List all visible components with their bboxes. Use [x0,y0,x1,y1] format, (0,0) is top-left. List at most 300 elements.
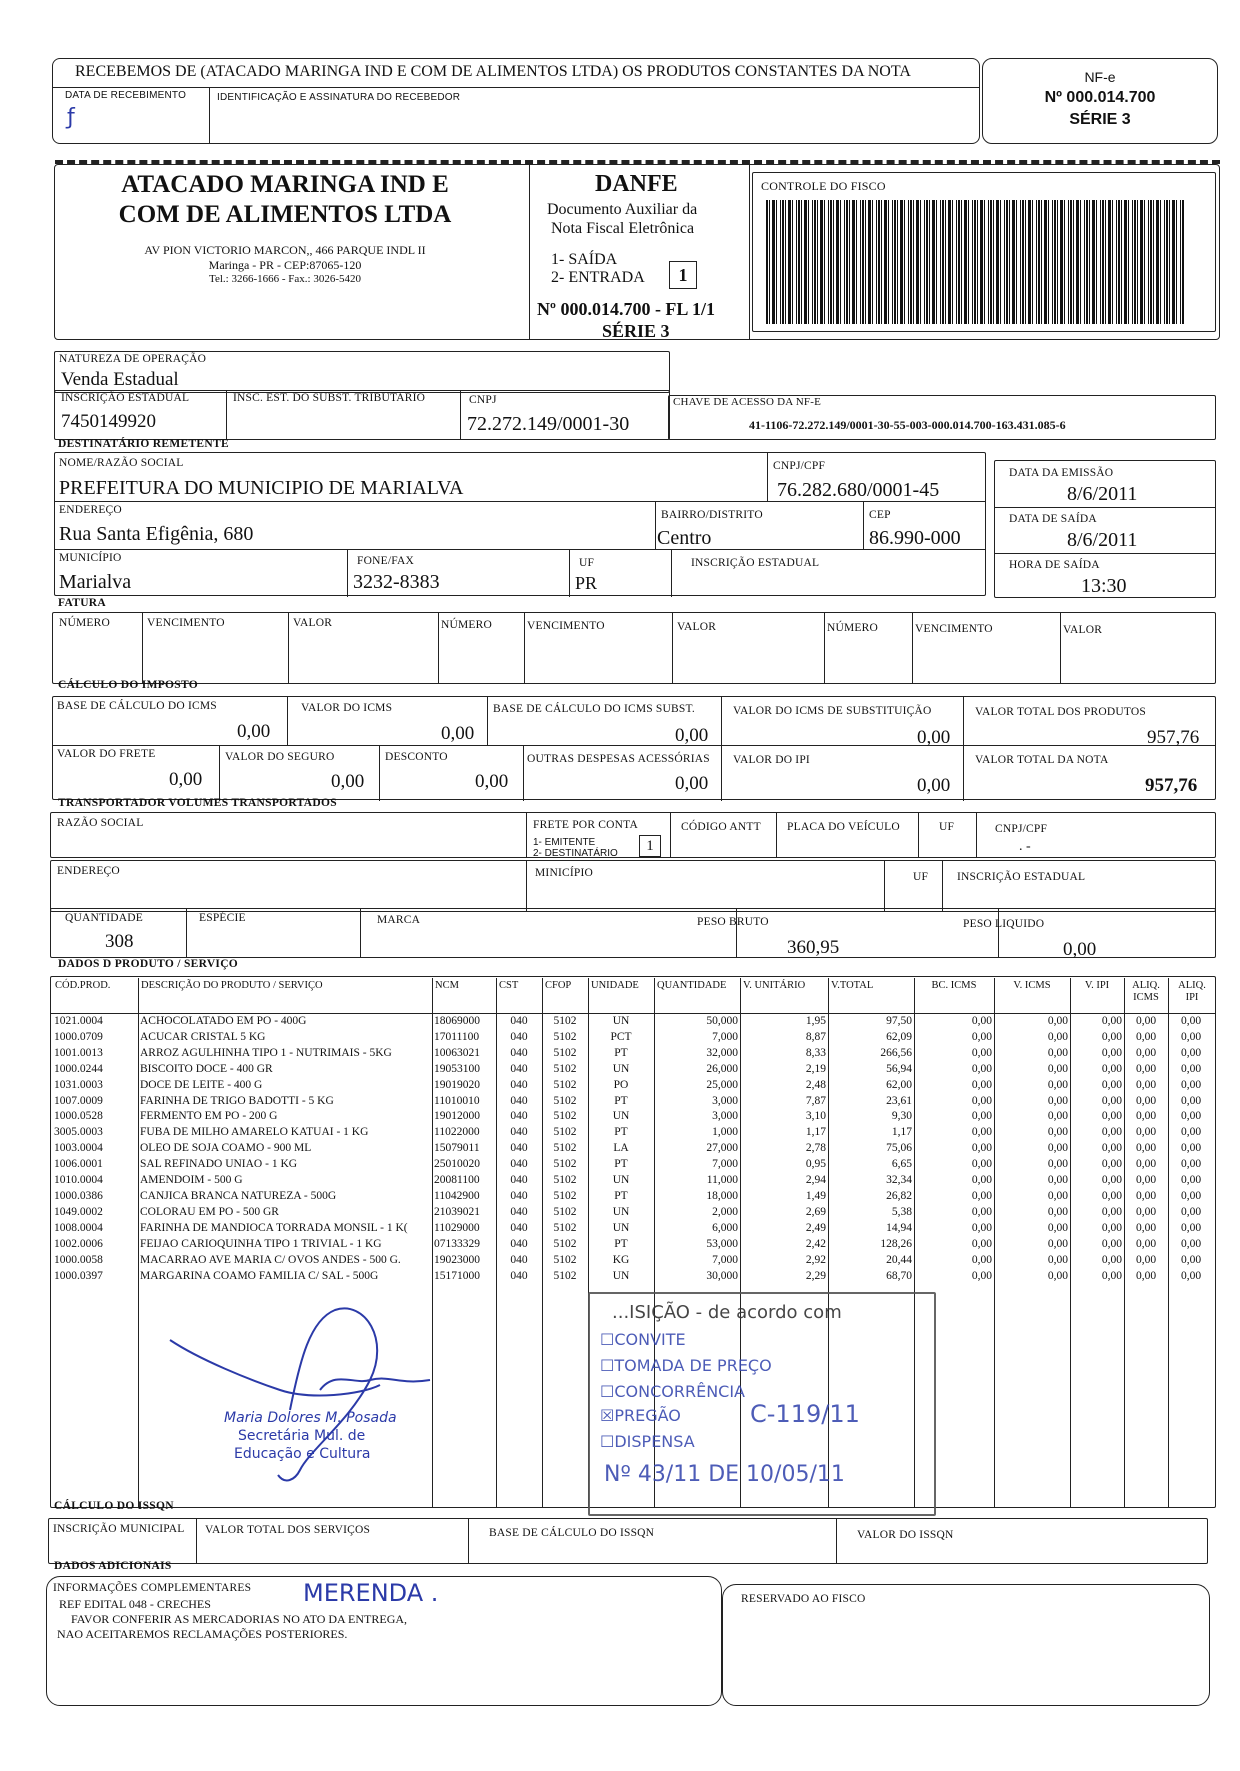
hora-value: 13:30 [1081,575,1127,597]
table-cell: 0,00 [1135,1253,1157,1266]
table-cell: 2,42 [805,1237,826,1250]
table-cell: MACARRAO AVE MARIA C/ OVOS ANDES - 500 G. [140,1253,401,1266]
table-cell: 11010010 [434,1094,480,1107]
table-cell: 15171000 [434,1269,480,1282]
fatura-vencimento-label-2: VENCIMENTO [527,620,605,632]
produtos-header-7: V. UNITÁRIO [743,980,806,991]
dest-municipio-label: MUNICÍPIO [59,552,122,564]
dest-fone-label: FONE/FAX [357,555,414,567]
table-cell: 0,00 [1101,1078,1122,1091]
table-cell: 0,00 [1101,1030,1122,1043]
dest-cep-label: CEP [869,509,891,521]
table-cell: 040 [510,1253,528,1266]
table-cell: 5102 [553,1253,577,1266]
table-cell: PT [614,1158,628,1171]
table-cell: 1,95 [805,1015,826,1027]
signature-cargo-1: Secretária Mul. de [238,1428,366,1444]
danfe-title: DANFE [595,171,678,197]
table-cell: 1000.0386 [54,1189,103,1202]
imposto-box [52,696,1216,800]
produtos-header-1: DESCRIÇÃO DO PRODUTO / SERVIÇO [141,980,323,991]
table-cell: 040 [510,1237,528,1250]
table-cell: 0,00 [1101,1205,1122,1218]
table-cell: 19053100 [434,1062,480,1075]
table-cell: 1,17 [891,1126,912,1139]
table-cell: 0,00 [1047,1094,1068,1107]
table-row [52,1094,1214,1110]
peso-liquido-value: 0,00 [1063,939,1097,960]
table-cell: ARROZ AGULHINHA TIPO 1 - NUTRIMAIS - 5KG [140,1046,392,1059]
produtos-header-4: CFOP [545,980,572,991]
dest-cnpj-value: 76.282.680/0001-45 [777,479,940,501]
table-cell: 2,94 [805,1174,826,1187]
table-cell: 1031.0003 [54,1078,103,1091]
table-cell: 50,000 [706,1015,738,1027]
total-produtos-label: VALOR TOTAL DOS PRODUTOS [975,706,1146,718]
table-cell: FEIJAO CARIOQUINHA TIPO 1 TRIVIAL - 1 KG [140,1237,382,1250]
stamp-line-5: ☒PREGÃO [600,1406,681,1425]
info-linha-2: FAVOR CONFERIR AS MERCADORIAS NO ATO DA ENTREGA, [71,1612,408,1626]
info-complementares-box [46,1576,722,1706]
chave-value: 41-1106-72.272.149/0001-30-55-003-000.014.700-163.431.085-6 [749,418,1066,432]
table-cell: 0,00 [1047,1126,1068,1139]
table-cell: 0,00 [971,1221,992,1234]
table-cell: 97,50 [886,1015,912,1027]
table-row [52,1157,1214,1173]
dest-nome-value: PREFEITURA DO MUNICIPIO DE MARIALVA [59,477,464,499]
table-cell: 1000.0244 [54,1062,103,1075]
frete-label: VALOR DO FRETE [57,748,156,760]
ipi-label: VALOR DO IPI [733,754,810,766]
produtos-header-5: UNIDADE [591,980,639,991]
table-cell: 0,00 [971,1189,992,1202]
table-row [52,1062,1214,1078]
table-cell: 0,00 [971,1062,992,1075]
ie-st-label: INSC. EST. DO SUBST. TRIBUTARIO [233,392,426,404]
table-cell: 0,00 [1047,1110,1068,1123]
produtos-header-0: CÓD.PROD. [55,980,111,991]
transp-uf2-label: UF [913,871,929,883]
base-icms-value: 0,00 [237,721,271,742]
table-cell: 0,00 [1047,1237,1068,1250]
table-cell: 0,00 [971,1158,992,1171]
chave-box [668,395,1216,440]
table-cell: 0,00 [1101,1189,1122,1202]
nfe-numero: Nº 000.014.700 [1044,89,1156,106]
fatura-valor-label-3: VALOR [1063,624,1103,636]
table-cell: 17011100 [434,1030,480,1043]
table-cell: FERMENTO EM PO - 200 G [140,1110,278,1123]
fatura-vencimento-label-1: VENCIMENTO [147,617,225,629]
table-cell: 26,000 [706,1062,738,1075]
emitente-nome-1: ATACADO MARINGA IND E [121,171,449,198]
table-row [52,1141,1214,1157]
table-row [52,1237,1214,1253]
produtos-header-2: NCM [435,980,459,991]
table-cell: PT [614,1189,628,1202]
table-cell: 0,00 [1135,1062,1157,1075]
table-cell: 040 [510,1269,528,1282]
fatura-numero-label-1: NÚMERO [59,617,111,629]
table-cell: 5102 [553,1269,577,1282]
table-cell: 25010020 [434,1158,480,1171]
dest-endereco-label: ENDEREÇO [59,504,122,516]
table-cell: 0,00 [1180,1046,1202,1059]
table-cell: 0,00 [1047,1030,1068,1043]
table-cell: 2,19 [805,1062,826,1075]
marca-label: MARCA [377,914,421,926]
signature-name: Maria Dolores M. Posada [224,1410,397,1426]
table-cell: 2,92 [805,1253,826,1266]
seguro-value: 0,00 [331,771,365,792]
table-cell: 5102 [553,1110,577,1123]
table-row [52,1046,1214,1062]
table-cell: 11,000 [706,1174,738,1187]
produtos-header-6: QUANTIDADE [657,980,727,991]
table-cell: 15079011 [434,1142,480,1155]
table-cell: 5102 [553,1158,577,1171]
dest-cnpj-label: CNPJ/CPF [773,460,826,472]
table-row [52,1269,1214,1285]
table-cell: 5102 [553,1221,577,1234]
stamp-line-7: Nº 43/11 DE 10/05/11 [604,1462,845,1487]
table-cell: UN [612,1269,630,1282]
table-cell: 2,29 [805,1269,826,1282]
table-cell: 11029000 [434,1221,480,1234]
table-cell: 26,82 [886,1189,912,1202]
table-cell: 25,000 [706,1078,738,1091]
table-cell: 1000.0397 [54,1269,103,1282]
peso-liquido-label: PESO LIQUIDO [963,918,1045,930]
table-cell: 0,00 [1180,1269,1202,1282]
table-cell: 5,38 [891,1205,912,1218]
table-cell: 0,00 [971,1078,992,1091]
table-cell: 2,49 [805,1221,826,1234]
table-cell: DOCE DE LEITE - 400 G [140,1078,263,1091]
table-cell: 2,48 [805,1078,826,1091]
table-cell: 0,00 [971,1253,992,1266]
dest-nome-label: NOME/RAZÃO SOCIAL [59,457,184,469]
table-cell: FUBA DE MILHO AMARELO KATUAI - 1 KG [140,1126,369,1139]
table-cell: 0,00 [1047,1015,1068,1027]
produtos-header-9: BC. ICMS [931,980,977,991]
table-cell: 0,00 [1135,1110,1157,1123]
table-cell: 56,94 [886,1062,912,1075]
produtos-header-11: V. IPI [1084,980,1110,991]
base-st-value: 0,00 [675,725,709,746]
table-cell: 5102 [553,1062,577,1075]
stamp-line-1: ...ISIÇÃO - de acordo com [612,1302,842,1323]
table-cell: 0,00 [971,1205,992,1218]
emitente-endereco: AV PION VICTORIO MARCON,, 466 PARQUE INDL II [144,243,426,257]
table-cell: 1003.0004 [54,1142,103,1155]
table-cell: 266,56 [880,1046,912,1059]
table-cell: 0,00 [1101,1094,1122,1107]
table-cell: 5102 [553,1126,577,1139]
fatura-section: FATURA [58,597,107,609]
transportador-box-1 [50,812,1216,858]
table-cell: 0,00 [1180,1062,1202,1075]
table-cell: 32,000 [706,1046,738,1059]
transp-endereco-label: ENDEREÇO [57,865,120,877]
table-cell: 14,94 [886,1221,912,1234]
table-cell: 0,00 [971,1126,992,1139]
table-cell: 0,00 [1135,1015,1157,1027]
table-cell: 0,00 [1180,1237,1202,1250]
table-cell: 0,00 [1180,1126,1202,1139]
table-cell: 040 [510,1046,528,1059]
produtos-header-3: CST [499,980,519,991]
table-cell: CANJICA BRANCA NATUREZA - 500G [140,1189,337,1202]
nfe-label: NF-e [1084,69,1116,85]
table-cell: 19023000 [434,1253,480,1266]
especie-label: ESPÉCIE [199,912,246,924]
table-cell: 0,00 [1180,1253,1202,1266]
table-cell: 0,00 [971,1110,992,1123]
table-cell: 9,30 [891,1110,912,1123]
outras-label: OUTRAS DESPESAS ACESSÓRIAS [527,753,710,765]
table-cell: 0,00 [1101,1221,1122,1234]
dest-uf-value: PR [575,573,598,593]
table-cell: 0,00 [1180,1015,1202,1027]
table-cell: PT [614,1237,628,1250]
table-cell: 040 [510,1142,528,1155]
placa-label: PLACA DO VEÍCULO [787,821,900,833]
quantidade-label: QUANTIDADE [65,912,144,924]
table-cell: 5102 [553,1174,577,1187]
table-cell: 3,10 [805,1110,826,1123]
table-cell: 0,00 [1135,1142,1157,1155]
natureza-value: Venda Estadual [61,369,179,390]
table-cell: 5102 [553,1189,577,1202]
peso-bruto-label: PESO BRUTO [697,916,769,928]
table-row [52,1253,1214,1269]
table-cell: 62,09 [886,1030,912,1043]
table-cell: 0,00 [1135,1078,1157,1091]
controle-fisco-label: CONTROLE DO FISCO [761,179,886,193]
stamp-pregao-num: C-119/11 [750,1400,860,1428]
ie-row [54,390,670,440]
table-cell: 5102 [553,1094,577,1107]
quantidade-value: 308 [105,931,134,952]
table-cell: 0,00 [1047,1062,1068,1075]
table-cell: 5102 [553,1030,577,1043]
table-cell: 0,00 [971,1237,992,1250]
cnpj-value: 72.272.149/0001-30 [467,413,630,435]
razao-social-label: RAZÃO SOCIAL [57,817,144,829]
table-cell: PT [614,1126,628,1139]
table-cell: 19019020 [434,1078,480,1091]
fatura-box [52,612,1216,684]
destinatario-section: DESTINATÁRIO REMETENTE [58,438,229,450]
stamp-line-6: ☐DISPENSA [600,1432,695,1451]
table-cell: 7,000 [712,1158,738,1171]
transp-uf-label: UF [939,821,955,833]
table-cell: ACHOCOLATADO EM PO - 400G [140,1015,307,1027]
table-cell: 0,00 [1047,1221,1068,1234]
table-cell: 2,000 [712,1205,738,1218]
table-cell: 0,00 [1135,1189,1157,1202]
signature-cargo-2: Educação e Cultura [234,1446,371,1462]
table-cell: 0,00 [1101,1269,1122,1282]
danfe-subtitle-2: Nota Fiscal Eletrônica [551,220,695,237]
imposto-section: CÁLCULO DO IMPOSTO [58,679,199,691]
table-cell: 1000.0058 [54,1253,103,1266]
total-produtos-value: 957,76 [1147,727,1200,748]
table-cell: 0,00 [1180,1221,1202,1234]
servicos-label: VALOR TOTAL DOS SERVIÇOS [205,1524,371,1536]
danfe-subtitle-1: Documento Auxiliar da [547,201,698,218]
table-cell: 0,00 [971,1094,992,1107]
stamp-tomada: TOMADA DE PREÇO [614,1356,772,1375]
outras-value: 0,00 [675,773,709,794]
danfe-serie: SÉRIE 3 [602,321,670,341]
table-cell: SAL REFINADO UNIAO - 1 KG [140,1158,298,1171]
table-cell: MARGARINA COAMO FAMILIA C/ SAL - 500G [140,1269,379,1282]
table-cell: 0,00 [971,1046,992,1059]
table-cell: PT [614,1094,628,1107]
table-cell: 0,95 [805,1158,826,1171]
table-cell: 07133329 [434,1237,480,1250]
produtos-header-8: V.TOTAL [831,980,874,991]
table-cell: 040 [510,1078,528,1091]
total-nota-label: VALOR TOTAL DA NOTA [975,754,1109,766]
table-cell: 0,00 [1047,1174,1068,1187]
table-cell: 5102 [553,1015,577,1027]
table-cell: 040 [510,1110,528,1123]
emissao-value: 8/6/2011 [1067,483,1138,505]
canhoto-box [52,58,980,144]
ie-label: INSCRIÇÃO ESTADUAL [61,392,190,404]
table-cell: 0,00 [1180,1189,1202,1202]
transp-cnpj-label: CNPJ/CPF [995,823,1048,835]
transp-ie-label: INSCRIÇÃO ESTADUAL [957,871,1086,883]
produtos-header-12: ALIQ. ICMS [1132,980,1160,1003]
table-cell: 0,00 [1101,1158,1122,1171]
valor-icms-value: 0,00 [441,723,475,744]
desconto-value: 0,00 [475,771,509,792]
table-cell: 5102 [553,1046,577,1059]
table-cell: LA [613,1142,629,1155]
produtos-header-13: ALIQ. IPI [1178,980,1206,1003]
danfe-saida: 1- SAÍDA [551,251,618,268]
table-cell: 0,00 [1180,1158,1202,1171]
barcode [766,200,1184,324]
table-cell: 0,00 [1135,1126,1157,1139]
dest-fone-value: 3232-8383 [353,571,440,593]
table-cell: 0,00 [1135,1030,1157,1043]
natureza-label: NATUREZA DE OPERAÇÃO [59,353,207,365]
table-cell: 6,000 [712,1221,738,1234]
datas-box [994,460,1216,598]
table-cell: PO [613,1078,629,1091]
table-cell: 7,87 [805,1094,826,1107]
table-cell: 0,00 [1047,1189,1068,1202]
table-cell: 0,00 [1180,1205,1202,1218]
table-cell: 0,00 [1047,1158,1068,1171]
table-cell: 7,000 [712,1030,738,1043]
table-cell: 5102 [553,1237,577,1250]
total-nota-value: 957,76 [1145,775,1198,796]
frete-emitente: 1- EMITENTE [533,837,596,848]
table-row [52,1078,1214,1094]
table-cell: 19012000 [434,1110,480,1123]
table-cell: UN [612,1062,630,1075]
table-cell: 3005.0003 [54,1126,103,1139]
table-row [52,1109,1214,1125]
table-cell: 0,00 [1101,1110,1122,1123]
table-cell: 32,34 [886,1174,912,1187]
dest-municipio-value: Marialva [59,571,132,593]
antt-label: CÓDIGO ANTT [681,821,761,833]
transportador-section: TRANSPORTADOR VOLUMES TRANSPORTADOS [58,797,337,809]
table-cell: 0,00 [1180,1094,1202,1107]
table-cell: 0,00 [1180,1174,1202,1187]
issqn-section: CÁLCULO DO ISSQN [54,1500,174,1512]
table-cell: PCT [610,1030,632,1043]
table-cell: 2,78 [805,1142,826,1155]
table-cell: 18,000 [706,1189,738,1202]
table-cell: 27,000 [706,1142,738,1155]
nfe-box [982,58,1218,144]
frete-conta-label: FRETE POR CONTA [533,819,638,831]
dest-bairro-value: Centro [657,527,712,549]
table-cell: 0,00 [1135,1046,1157,1059]
data-recebimento-label: DATA DE RECEBIMENTO [65,90,187,101]
table-cell: 040 [510,1221,528,1234]
table-cell: 040 [510,1015,528,1027]
produtos-table [52,1014,1214,1284]
info-linha-1: REF EDITAL 048 - CRECHES [59,1597,211,1611]
chave-label: CHAVE DE ACESSO DA NF-E [673,396,822,408]
ipi-value: 0,00 [917,775,951,796]
table-row [52,1125,1214,1141]
table-cell: 6,65 [891,1158,912,1171]
ie-value: 7450149920 [61,411,156,432]
table-cell: 0,00 [1047,1142,1068,1155]
fatura-valor-label-1: VALOR [293,617,333,629]
emitente-telefone: Tel.: 3266-1666 - Fax.: 3026-5420 [209,273,361,285]
stamp-line-4: ☐CONCORRÊNCIA [600,1382,745,1401]
table-cell: 20,44 [886,1253,912,1266]
table-cell: UN [612,1110,630,1123]
table-cell: 0,00 [1101,1253,1122,1266]
identificacao-label: IDENTIFICAÇÃO E ASSINATURA DO RECEBEDOR [217,92,461,103]
table-cell: 21039021 [434,1205,480,1218]
table-cell: 0,00 [1047,1269,1068,1282]
frete-value: 0,00 [169,769,203,790]
table-cell: 0,00 [1135,1094,1157,1107]
stamp-line-3: ☐TOMADA DE PREÇO [600,1356,772,1375]
stamp-line-2: ☐CONVITE [600,1330,686,1349]
table-cell: 040 [510,1030,528,1043]
table-cell: UN [612,1015,630,1027]
table-cell: 0,00 [971,1174,992,1187]
stamp-pregao: PREGÃO [614,1406,681,1425]
desconto-label: DESCONTO [385,751,448,763]
table-cell: 040 [510,1158,528,1171]
table-row [52,1014,1214,1030]
table-cell: 0,00 [1101,1046,1122,1059]
table-cell: 0,00 [1047,1253,1068,1266]
frete-destinatario: 2- DESTINATÁRIO [533,848,618,859]
emitente-cidade: Maringa - PR - CEP:87065-120 [208,258,362,272]
table-cell: 0,00 [1101,1062,1122,1075]
table-cell: 040 [510,1205,528,1218]
table-cell: 1,000 [712,1126,738,1139]
table-cell: 0,00 [971,1269,992,1282]
table-cell: 30,000 [706,1269,738,1282]
